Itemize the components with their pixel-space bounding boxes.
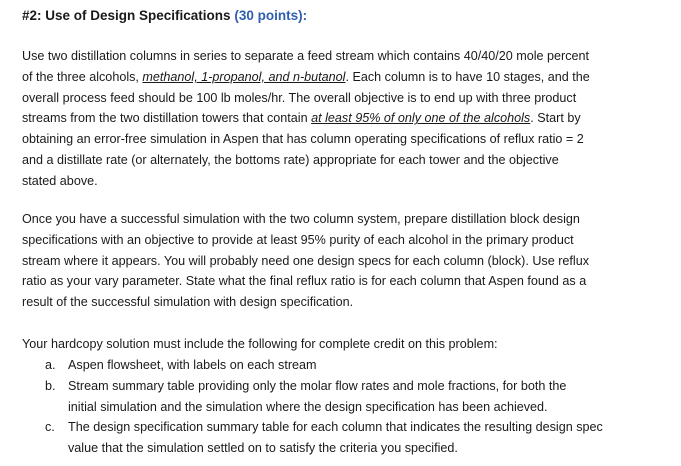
text-line: initial simulation and the simulation where the design specification has been achieved. xyxy=(68,399,548,414)
problem-heading xyxy=(22,8,307,23)
text-line: ratio as your vary parameter. State what the final reflux ratio is for each column that Aspen found as a xyxy=(22,274,587,289)
paragraph-problem-statement xyxy=(22,46,662,192)
problem-title: #2: Use of Design Specifications xyxy=(22,8,231,23)
text-line: Stream summary table providing only the molar flow rates and mole fractions, for both the xyxy=(68,378,567,393)
text-line: obtaining an error-free simulation in Aspen that has column operating specifications of reflux ratio = 2 xyxy=(22,132,584,147)
text-line xyxy=(22,108,662,129)
text-line: stated above. xyxy=(22,173,98,188)
text-line: and a distillate rate (or alternately, the bottoms rate) appropriate for each tower and the objective xyxy=(22,152,559,167)
text-line: Aspen flowsheet, with labels on each stream xyxy=(68,358,317,372)
list-item xyxy=(22,376,662,418)
text-line xyxy=(22,67,662,88)
list-marker: c. xyxy=(45,420,55,435)
deliverables-list xyxy=(22,355,662,459)
text-line: Your hardcopy solution must include the following for complete credit on this problem: xyxy=(22,337,498,351)
text-line: stream where it appears. You will probably need one design specs for each column (block). Use reflux xyxy=(22,253,590,268)
text-run: of the three alcohols, xyxy=(22,69,143,84)
list-marker: b. xyxy=(45,378,56,393)
list-item xyxy=(22,417,662,459)
paragraph-design-specs xyxy=(22,209,662,313)
text-line: overall process feed should be 100 lb moles/hr. The overall objective is to end up with three product xyxy=(22,90,577,105)
purity-requirement-emphasis: at least 95% of only one of the alcohols xyxy=(311,111,531,126)
text-line: Once you have a successful simulation with the two column system, prepare distillation block design xyxy=(22,212,580,226)
text-run: streams from the two distillation towers that contain xyxy=(22,111,312,126)
text-run: . Each column is to have 10 stages, and the xyxy=(345,69,590,84)
paragraph-deliverables-intro xyxy=(22,334,662,355)
list-item xyxy=(22,355,662,376)
text-line: result of the successful simulation with design specification. xyxy=(22,295,354,310)
list-marker: a. xyxy=(45,358,56,372)
text-line: specifications with an objective to provide at least 95% purity of each alcohol in the primary product xyxy=(22,232,574,247)
problem-points: (30 points): xyxy=(234,8,308,23)
text-line: The design specification summary table for each column that indicates the resulting design spec xyxy=(68,420,603,435)
text-line: Use two distillation columns in series to separate a feed stream which contains 40/40/20 mole percent xyxy=(22,49,590,63)
text-line: value that the simulation settled on to satisfy the criteria you specified. xyxy=(68,441,458,456)
text-run: . Start by xyxy=(530,111,581,126)
alcohol-names-emphasis: methanol, 1-propanol, and n-butanol xyxy=(142,69,346,84)
